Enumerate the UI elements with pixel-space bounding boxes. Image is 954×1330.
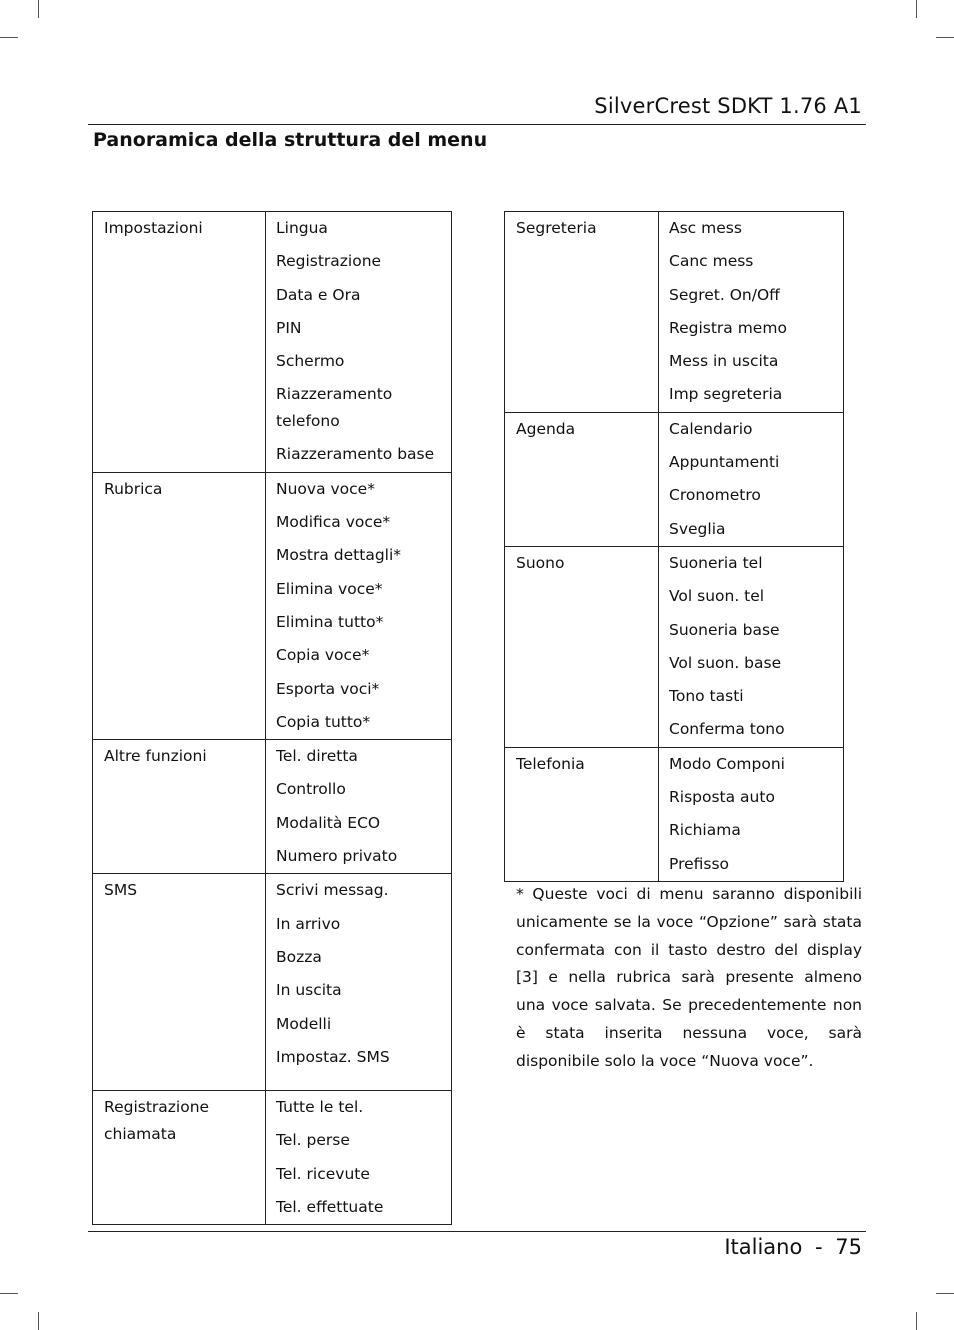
menu-item: Tono tasti	[669, 687, 744, 706]
table-body	[93, 212, 452, 1225]
crop-mark	[38, 0, 39, 18]
menu-category-label: Telefonia	[516, 754, 585, 773]
table-body	[505, 212, 844, 882]
crop-mark	[38, 1312, 39, 1330]
menu-category-cell	[93, 1091, 266, 1225]
menu-item: Appuntamenti	[669, 453, 780, 472]
menu-items-cell	[266, 874, 452, 1091]
menu-structure-table-right	[504, 211, 844, 882]
menu-structure-table-left	[92, 211, 452, 1225]
menu-category-label: Altre funzioni	[104, 747, 207, 766]
menu-item: Controllo	[276, 780, 346, 799]
menu-item: Modelli	[276, 1014, 332, 1033]
menu-item: Bozza	[276, 947, 322, 966]
menu-item: Data e Ora	[276, 285, 361, 304]
menu-item: Asc mess	[669, 219, 742, 237]
menu-items-cell	[659, 747, 844, 881]
menu-item: Vol suon. base	[669, 653, 782, 672]
menu-item: Copia voce*	[276, 646, 370, 665]
menu-item: Mostra dettagli*	[276, 546, 402, 565]
menu-item: Esporta voci*	[276, 679, 380, 698]
menu-items-cell	[659, 546, 844, 747]
menu-category-cell	[93, 212, 266, 473]
menu-item: Mess in uscita	[669, 352, 779, 371]
menu-item: Impostaz. SMS	[276, 1047, 390, 1066]
menu-category-label: Rubrica	[104, 479, 163, 498]
menu-category-label: Suono	[516, 553, 565, 572]
menu-items-cell	[659, 412, 844, 546]
footer-rule	[88, 1231, 866, 1232]
crop-mark	[916, 0, 917, 18]
crop-mark	[916, 1312, 917, 1330]
menu-category-cell	[505, 412, 659, 546]
menu-item: Tutte le tel.	[276, 1098, 364, 1117]
page-footer	[724, 1235, 862, 1259]
table-row	[93, 472, 452, 739]
crop-mark	[936, 1293, 954, 1294]
menu-item: Risposta auto	[669, 788, 775, 807]
table-row	[93, 1091, 452, 1225]
menu-item: Numero privato	[276, 847, 398, 866]
table-row	[505, 212, 844, 413]
menu-item: Conferma tono	[669, 720, 785, 739]
menu-item: Tel. diretta	[276, 747, 358, 766]
menu-item: Canc mess	[669, 252, 754, 271]
menu-item: Modalità ECO	[276, 813, 381, 832]
menu-item: Tel. effettuate	[276, 1198, 384, 1217]
footer-language: Italiano	[724, 1235, 803, 1259]
menu-category-label: SMS	[104, 881, 138, 900]
crop-mark	[0, 1293, 18, 1294]
menu-item: Scrivi messag.	[276, 881, 389, 900]
menu-items-cell	[266, 212, 452, 473]
menu-item: In arrivo	[276, 914, 341, 933]
menu-item: Segret. On/Off	[669, 285, 780, 304]
menu-item: Cronometro	[669, 486, 761, 505]
footnote: * Queste voci di menu saranno disponibili unicamente se la voce “Opzione” sarà stata confermata con il tasto destro del display [3] e nella rubrica sarà presente almeno una voce salvata. Se precedentemente non è stata inserita nessuna voce, sarà disponibile solo la voce “Nuova voce”.	[516, 885, 862, 1070]
menu-item: In uscita	[276, 981, 342, 1000]
menu-items-cell	[266, 1091, 452, 1225]
crop-mark	[936, 37, 954, 38]
menu-item: Tel. ricevute	[276, 1164, 370, 1183]
menu-item: Modifica voce*	[276, 513, 391, 532]
menu-item: Imp segreteria	[669, 385, 783, 404]
menu-category-cell	[93, 874, 266, 1091]
table-row	[505, 412, 844, 546]
table-row	[93, 740, 452, 874]
menu-item: Sveglia	[669, 519, 726, 538]
table-row	[93, 212, 452, 473]
menu-items-cell	[659, 212, 844, 413]
menu-item: PIN	[276, 318, 302, 337]
menu-item: Suoneria base	[669, 620, 780, 639]
menu-category-cell	[505, 747, 659, 881]
menu-item: Riazzeramento telefono	[276, 385, 393, 431]
menu-item: Elimina tutto*	[276, 612, 384, 631]
menu-item: Riazzeramento base	[276, 445, 435, 464]
menu-item: Lingua	[276, 219, 328, 237]
menu-category-label: Impostazioni	[104, 219, 203, 237]
table-row	[93, 874, 452, 1091]
menu-item: Nuova voce*	[276, 479, 375, 498]
menu-category-cell	[93, 472, 266, 739]
menu-category-label: Segreteria	[516, 219, 597, 237]
menu-item: Registra memo	[669, 318, 787, 337]
menu-item: Richiama	[669, 821, 741, 840]
menu-category-cell	[505, 546, 659, 747]
crop-mark	[0, 37, 18, 38]
menu-item: Modo Componi	[669, 754, 785, 773]
menu-item: Vol suon. tel	[669, 587, 765, 606]
menu-item: Tel. perse	[276, 1131, 350, 1150]
menu-item: Elimina voce*	[276, 579, 383, 598]
menu-item: Prefisso	[669, 854, 730, 873]
menu-category-cell	[93, 740, 266, 874]
menu-item: Suoneria tel	[669, 553, 763, 572]
table-row	[505, 747, 844, 881]
menu-category-cell	[505, 212, 659, 413]
menu-item: Copia tutto*	[276, 712, 371, 731]
header-rule	[88, 124, 866, 125]
menu-category-label: Registrazione chiamata	[104, 1098, 210, 1144]
menu-category-label: Agenda	[516, 419, 576, 438]
menu-item: Schermo	[276, 352, 345, 371]
table-row	[505, 546, 844, 747]
menu-item: Registrazione	[276, 252, 382, 271]
page-title: Panoramica della struttura del menu	[93, 129, 488, 151]
menu-items-cell	[266, 472, 452, 739]
page-number: 75	[835, 1235, 862, 1259]
menu-item: Calendario	[669, 419, 753, 438]
footer-separator: -	[815, 1235, 823, 1259]
menu-items-cell	[266, 740, 452, 874]
document-header-title: SilverCrest SDKT 1.76 A1	[594, 94, 862, 118]
